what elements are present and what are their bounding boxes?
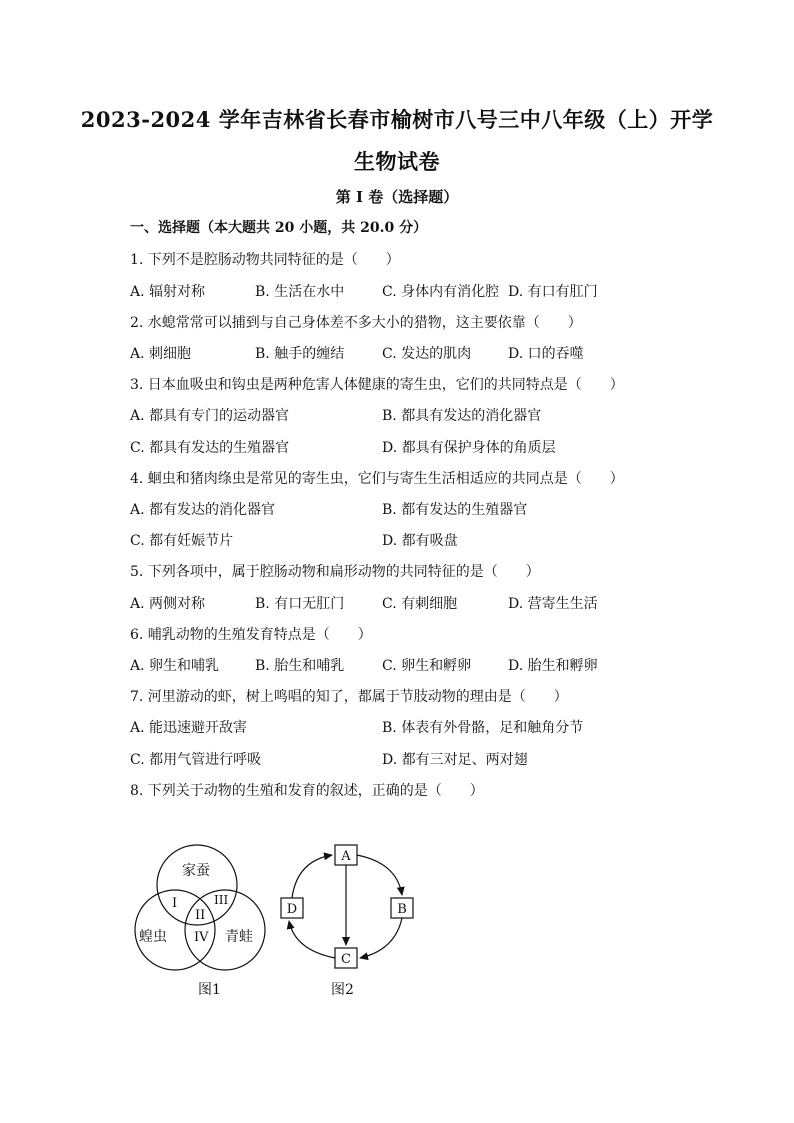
q1-option-a: A. 辐射对称: [130, 284, 206, 300]
q6-option-a: A. 卵生和哺乳: [130, 658, 220, 674]
q3-option-b: B. 都具有发达的消化器官: [382, 408, 542, 424]
q3-option-c: C. 都具有发达的生殖器官: [130, 440, 290, 456]
arrow-a-to-b: [357, 855, 402, 895]
q1-option-b: B. 生活在水中: [255, 284, 345, 300]
q4-option-c: C. 都有妊娠节片: [130, 533, 234, 549]
arrow-b-to-c: [360, 918, 402, 958]
node-b-label: B: [397, 902, 407, 917]
q2-option-d: D. 口的吞噬: [508, 346, 584, 362]
q4-option-b: B. 都有发达的生殖器官: [382, 502, 528, 518]
venn-region-1: I: [172, 896, 178, 911]
q6-option-c: C. 卵生和孵卵: [382, 658, 472, 674]
q2-option-b: B. 触手的缠结: [255, 346, 345, 362]
question-1-stem: 1. 下列不是腔肠动物共同特征的是（ ）: [130, 252, 400, 268]
q4-option-a: A. 都有发达的消化器官: [130, 502, 276, 518]
question-5-stem: 5. 下列各项中，属于腔肠动物和扁形动物的共同特征的是（ ）: [130, 564, 540, 580]
q7-option-d: D. 都有三对足、两对翅: [382, 752, 528, 768]
question-2-stem: 2. 水螅常常可以捕到与自己身体差不多大小的猎物，这主要依靠（ ）: [130, 315, 582, 331]
q1-option-c: C. 身体内有消化腔: [382, 284, 500, 300]
exam-title-line1: 2023-2024 学年吉林省长春市榆树市八号三中八年级（上）开学: [80, 107, 714, 132]
q5-option-c: C. 有刺细胞: [382, 596, 458, 612]
q7-option-a: A. 能迅速避开敌害: [130, 720, 248, 736]
q5-option-d: D. 营寄生生活: [508, 596, 598, 612]
q5-option-a: A. 两侧对称: [130, 596, 206, 612]
venn-region-2: II: [195, 908, 206, 923]
venn-label-top: 家蚕: [182, 863, 210, 879]
venn-region-4: IV: [194, 930, 209, 945]
arrow-c-to-d: [289, 921, 335, 958]
question-6-stem: 6. 哺乳动物的生殖发育特点是（ ）: [130, 627, 372, 643]
venn-region-3: III: [214, 893, 229, 907]
figure-1-caption: 图1: [198, 982, 221, 998]
part-heading: 第 I 卷（选择题）: [335, 188, 459, 206]
exam-title-line2: 生物试卷: [354, 149, 440, 174]
cycle-diagram: [281, 845, 413, 968]
node-c-label: C: [341, 952, 351, 967]
node-d-label: D: [286, 902, 298, 917]
venn-label-right: 青蛙: [225, 929, 253, 945]
q4-option-d: D. 都有吸盘: [382, 533, 458, 549]
q3-option-a: A. 都具有专门的运动器官: [130, 408, 290, 424]
q6-option-b: B. 胎生和哺乳: [255, 658, 345, 674]
arrow-d-to-a: [292, 855, 332, 898]
node-a-label: A: [341, 849, 351, 864]
q2-option-a: A. 刺细胞: [130, 346, 192, 362]
q7-option-c: C. 都用气管进行呼吸: [130, 752, 262, 768]
q2-option-c: C. 发达的肌肉: [382, 346, 472, 362]
q6-option-d: D. 胎生和孵卵: [508, 658, 598, 674]
question-8-stem: 8. 下列关于动物的生殖和发育的叙述，正确的是（ ）: [130, 783, 484, 799]
figures-svg: [125, 835, 435, 1005]
q3-option-d: D. 都具有保护身体的角质层: [382, 440, 556, 456]
question-8-figures: [125, 835, 435, 1005]
venn-label-left: 蝗虫: [139, 929, 167, 945]
question-3-stem: 3. 日本血吸虫和钩虫是两种危害人体健康的寄生虫，它们的共同特点是（ ）: [130, 377, 624, 393]
section-heading: 一、选择题（本大题共 20 小题，共 20.0 分）: [130, 220, 428, 236]
figure-2-caption: 图2: [331, 982, 354, 998]
q1-option-d: D. 有口有肛门: [508, 284, 598, 300]
q7-option-b: B. 体表有外骨骼，足和触角分节: [382, 720, 584, 736]
question-4-stem: 4. 蛔虫和猪肉绦虫是常见的寄生虫，它们与寄生生活相适应的共同点是（ ）: [130, 471, 624, 487]
q5-option-b: B. 有口无肛门: [255, 596, 345, 612]
question-7-stem: 7. 河里游动的虾，树上鸣唱的知了，都属于节肢动物的理由是（ ）: [130, 689, 568, 705]
